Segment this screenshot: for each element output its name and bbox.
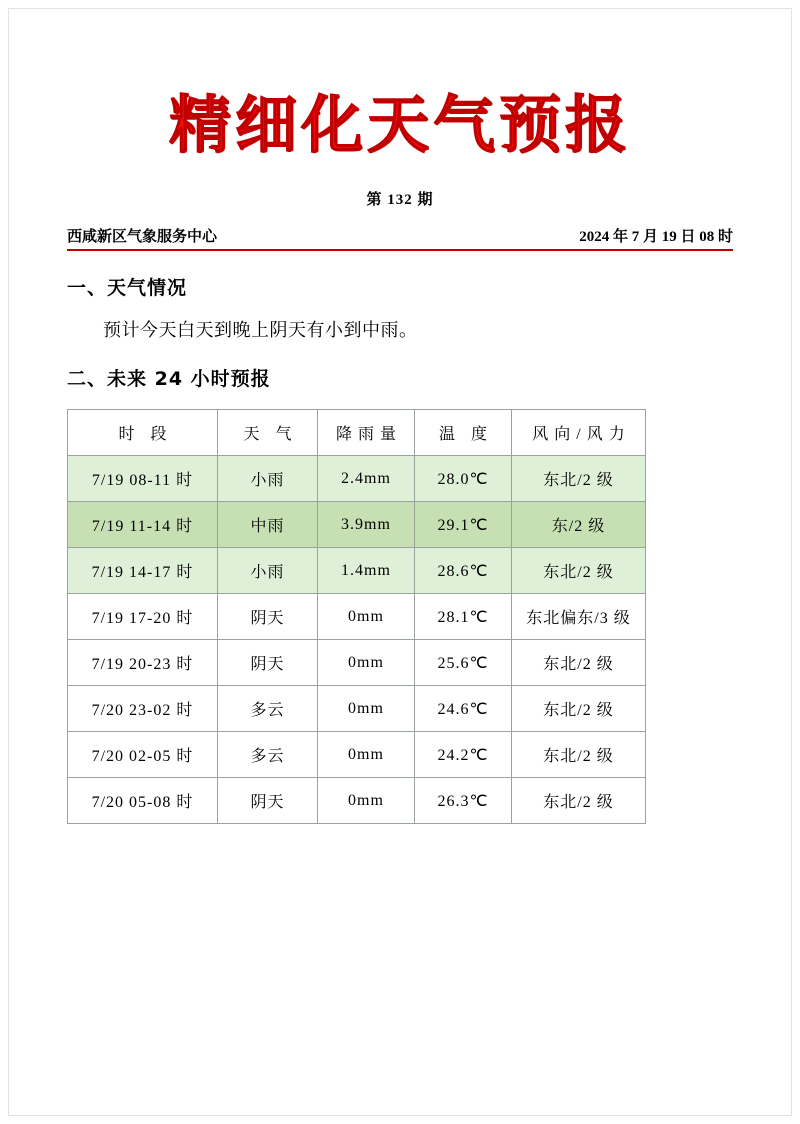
table-header-row [68,410,646,456]
cell-rainfall: 0mm [318,686,415,732]
table-row [68,640,646,686]
cell-rainfall: 0mm [318,594,415,640]
cell-rainfall: 2.4mm [318,456,415,502]
cell-wind: 东/2 级 [512,502,646,548]
column-header-weather: 天 气 [218,410,318,456]
cell-weather: 中雨 [218,502,318,548]
cell-wind: 东北/2 级 [512,456,646,502]
cell-wind: 东北/2 级 [512,640,646,686]
cell-weather: 多云 [218,732,318,778]
issue-number: 第 132 期 [366,192,434,209]
cell-weather: 小雨 [218,548,318,594]
table-row [68,456,646,502]
cell-weather: 阴天 [218,640,318,686]
cell-rainfall: 0mm [318,732,415,778]
column-header-rainfall: 降雨量 [318,410,415,456]
cell-temperature: 28.0℃ [415,456,512,502]
cell-weather: 阴天 [218,594,318,640]
cell-wind: 东北/2 级 [512,548,646,594]
issuing-organization: 西咸新区气象服务中心 [67,229,218,246]
document-meta [67,225,733,251]
table-row [68,502,646,548]
section-heading-weather-situation: 一、天气情况 [67,277,188,300]
column-header-temperature: 温 度 [415,410,512,456]
column-header-wind: 风向/风力 [512,410,646,456]
cell-rainfall: 3.9mm [318,502,415,548]
forecast-table [67,409,646,824]
cell-rainfall: 0mm [318,778,415,824]
weather-situation-text: 预计今天白天到晚上阴天有小到中雨。 [103,320,418,341]
cell-temperature: 29.1℃ [415,502,512,548]
cell-period: 7/19 11-14 时 [68,502,218,548]
cell-weather: 小雨 [218,456,318,502]
cell-temperature: 25.6℃ [415,640,512,686]
table-row [68,686,646,732]
cell-period: 7/20 02-05 时 [68,732,218,778]
page-title: 精细化天气预报 [168,88,631,161]
cell-wind: 东北/2 级 [512,686,646,732]
document-page [8,8,792,1116]
cell-period: 7/20 05-08 时 [68,778,218,824]
cell-wind: 东北/2 级 [512,732,646,778]
cell-temperature: 28.1℃ [415,594,512,640]
cell-period: 7/19 14-17 时 [68,548,218,594]
cell-temperature: 28.6℃ [415,548,512,594]
cell-period: 7/19 17-20 时 [68,594,218,640]
page-content [9,9,791,824]
cell-temperature: 26.3℃ [415,778,512,824]
cell-temperature: 24.6℃ [415,686,512,732]
cell-wind: 东北偏东/3 级 [512,594,646,640]
cell-rainfall: 1.4mm [318,548,415,594]
cell-period: 7/19 20-23 时 [68,640,218,686]
cell-period: 7/20 23-02 时 [68,686,218,732]
cell-rainfall: 0mm [318,640,415,686]
cell-temperature: 24.2℃ [415,732,512,778]
cell-weather: 阴天 [218,778,318,824]
cell-period: 7/19 08-11 时 [68,456,218,502]
section-heading-24h-forecast: 二、未来 24 小时预报 [67,368,271,391]
cell-wind: 东北/2 级 [512,778,646,824]
table-row [68,548,646,594]
table-row [68,594,646,640]
issue-datetime: 2024 年 7 月 19 日 08 时 [579,229,733,246]
table-row [68,732,646,778]
cell-weather: 多云 [218,686,318,732]
table-row [68,778,646,824]
column-header-period: 时 段 [68,410,218,456]
